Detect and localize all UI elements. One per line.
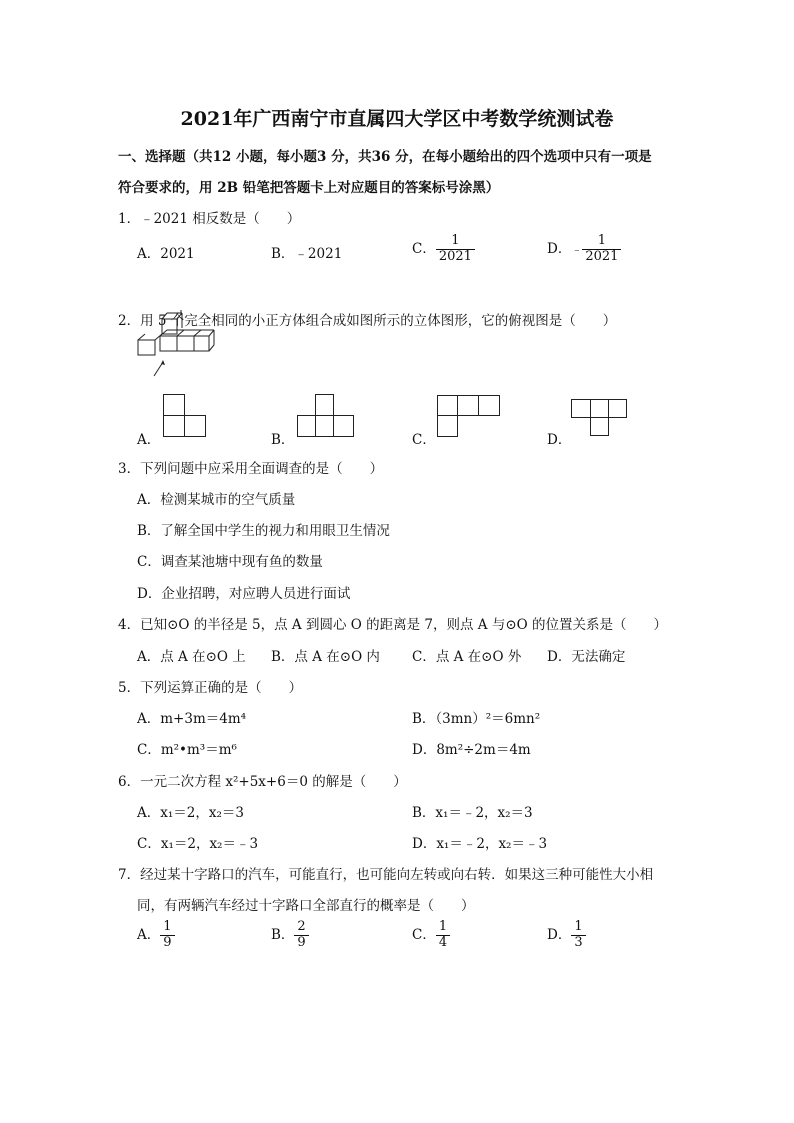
question-5-option-b: B．（3mn）²＝6mn² <box>412 711 541 727</box>
question-3-option-b: B．了解全国中学生的视力和用眼卫生情况 <box>137 523 390 539</box>
fraction-numerator: 1 <box>436 234 475 250</box>
question-4-option-d: D．无法确定 <box>547 649 626 665</box>
cube-solid-figure <box>136 310 216 380</box>
fraction-denominator: 2021 <box>438 248 472 264</box>
top-view-figure-c <box>437 395 503 439</box>
question-4-stem: 4．已知⊙O 的半径是 5，点 A 到圆心 O 的距离是 7，则点 A 与⊙O 的位置关系是（ ） <box>118 617 668 633</box>
page-title: 2021年广西南宁市直属四大学区中考数学统测试卷 <box>180 108 614 130</box>
fraction <box>294 920 308 951</box>
question-3-option-c: C．调查某池塘中现有鱼的数量 <box>137 554 323 570</box>
question-6-option-c: C．x₁＝2，x₂＝﹣3 <box>137 836 259 852</box>
question-3-option-d: D．企业招聘，对应聘人员进行面试 <box>137 586 351 602</box>
top-view-figure-d <box>571 399 631 439</box>
question-2-option-c-label: C． <box>412 432 436 448</box>
question-5-option-d: D．8m²÷2m＝4m <box>412 742 531 758</box>
question-6-stem: 6．一元二次方程 x²+5x+6＝0 的解是（ ） <box>118 774 407 790</box>
question-4-option-a: A．点 A 在⊙O 上 <box>137 649 246 665</box>
question-2-option-a-label: A． <box>137 432 161 448</box>
question-3-option-a: A．检测某城市的空气质量 <box>137 492 296 508</box>
question-7-option-c <box>412 920 450 951</box>
fraction-numerator: 1 <box>160 920 174 936</box>
fraction-denominator: 2021 <box>585 248 619 264</box>
fraction-numerator: 2 <box>294 920 308 936</box>
question-3-stem: 3．下列问题中应采用全面调查的是（ ） <box>118 461 384 477</box>
fraction <box>436 234 475 265</box>
option-label: A． <box>137 926 161 943</box>
question-6-option-b: B．x₁＝﹣2，x₂＝3 <box>412 805 533 821</box>
fraction-numerator: 1 <box>582 234 621 250</box>
question-2-stem: 2．用 5 个完全相同的小正方体组合成如图所示的立体图形，它的俯视图是（ ） <box>118 313 617 329</box>
fraction <box>571 920 585 951</box>
option-label: C． <box>412 926 436 943</box>
question-4-option-b: B．点 A 在⊙O 内 <box>271 649 380 665</box>
question-7-option-a <box>137 920 175 951</box>
question-4-option-c: C．点 A 在⊙O 外 <box>412 649 522 665</box>
question-6-option-d: D．x₁＝﹣2，x₂＝﹣3 <box>412 836 548 852</box>
top-view-figure-a <box>163 394 209 438</box>
question-5-option-c: C．m²•m³＝m⁶ <box>137 742 237 758</box>
question-2-option-b-label: B． <box>271 432 295 448</box>
fraction-denominator: 9 <box>297 934 306 950</box>
fraction-numerator: 1 <box>571 920 585 936</box>
question-2-option-d-label: D． <box>547 432 572 448</box>
question-1-stem: 1．﹣2021 相反数是（ ） <box>118 211 301 227</box>
question-1-option-b: B．﹣2021 <box>271 246 343 262</box>
fraction-numerator: 1 <box>436 920 450 936</box>
fraction <box>436 920 450 951</box>
question-1-option-a: A．2021 <box>137 246 195 262</box>
option-label: B． <box>271 926 295 943</box>
question-6-option-a: A．x₁＝2，x₂＝3 <box>137 805 244 821</box>
option-label: D． <box>547 926 572 943</box>
question-1-option-c <box>412 234 475 265</box>
question-5-option-a: A．m+3m＝4m⁴ <box>137 711 247 727</box>
top-view-figure-b <box>297 394 357 438</box>
question-1-option-d <box>547 234 621 265</box>
question-7-stem-line1: 7．经过某十字路口的汽车，可能直行，也可能向左转或向右转．如果这三种可能性大小相 <box>118 867 654 883</box>
fraction <box>160 920 174 951</box>
section-instructions-line1: 一、选择题（共12 小题，每小题3 分，共36 分，在每小题给出的四个选项中只有一项是 <box>118 149 652 165</box>
question-7-stem-line2: 同，有两辆汽车经过十字路口全部直行的概率是（ ） <box>137 898 475 914</box>
option-label: D． <box>547 240 572 257</box>
question-7-option-b <box>271 920 309 951</box>
question-7-option-d <box>547 920 586 951</box>
negative-sign: ﹣ <box>571 242 583 256</box>
option-label: C． <box>412 240 436 257</box>
fraction-denominator: 4 <box>438 934 448 950</box>
fraction-denominator: 3 <box>574 934 583 950</box>
question-5-stem: 5．下列运算正确的是（ ） <box>118 680 303 696</box>
fraction-denominator: 9 <box>163 934 172 950</box>
fraction <box>582 234 621 265</box>
section-instructions-line2: 符合要求的，用 2B 铅笔把答题卡上对应题目的答案标号涂黑） <box>118 180 500 196</box>
